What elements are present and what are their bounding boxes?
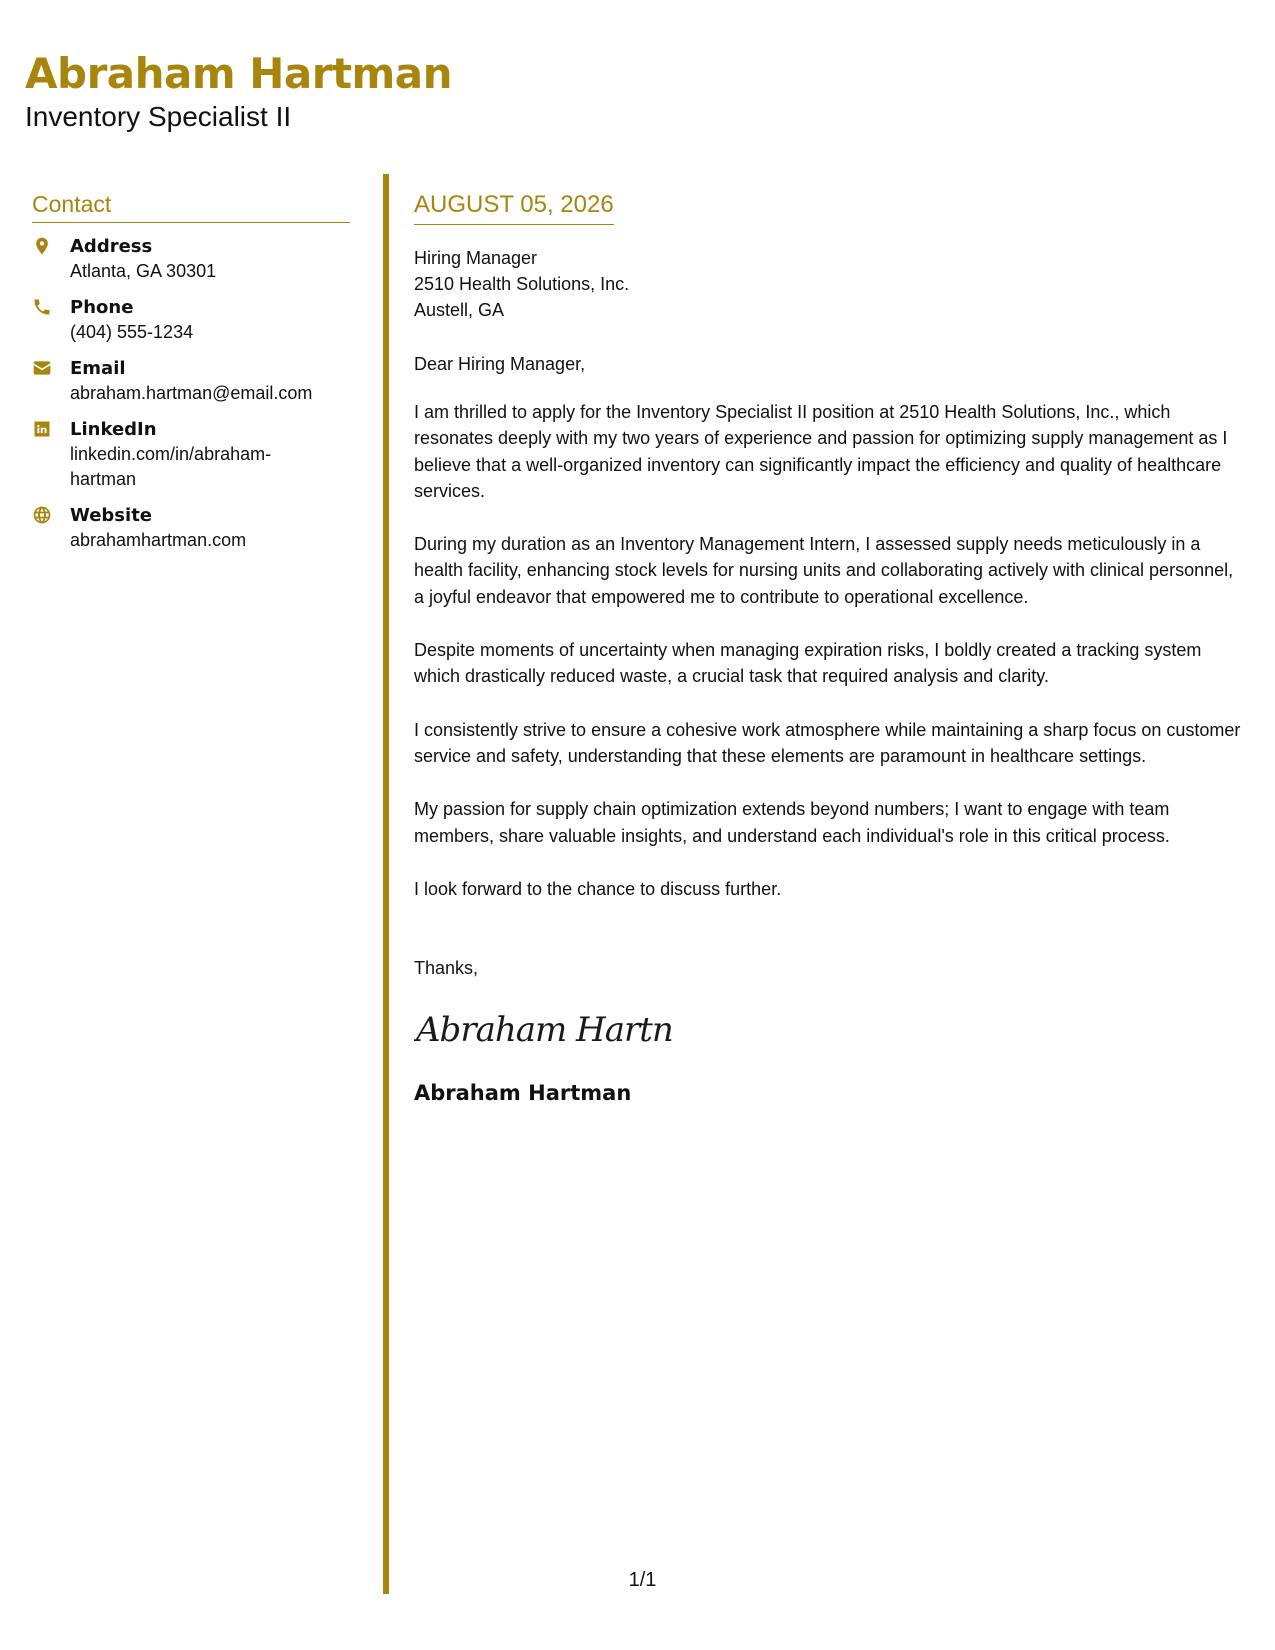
signature-text: Abraham Hartn — [416, 1010, 673, 1051]
letter-body — [414, 190, 1244, 1107]
vertical-divider — [383, 174, 389, 1594]
contact-item-linkedin — [32, 418, 350, 492]
paragraph: I am thrilled to apply for the Inventory Specialist II position at 2510 Health Solutions, Inc., which resonates deeply with my two years of experience and passion for optimizing supply management as I believe that a well-organized inventory can significantly impact the efficiency and quality of healthcare services. — [414, 402, 1228, 501]
linkedin-icon — [32, 419, 54, 441]
contact-label: Phone — [70, 297, 134, 318]
page-number-text: 1/1 — [628, 1569, 657, 1591]
closing: Thanks, — [414, 958, 479, 979]
recipient-line: Austell, GA — [414, 300, 505, 320]
paragraph: I consistently strive to ensure a cohesive work atmosphere while maintaining a sharp focus on customer service and safety, understanding that these elements are paramount in healthcare settings. — [414, 719, 1241, 766]
signature-image — [414, 1003, 1244, 1053]
recipient-line: 2510 Health Solutions, Inc. — [414, 274, 630, 294]
letter-date: AUGUST 05, 2026 — [414, 190, 614, 225]
contact-value: (404) 555-1234 — [70, 322, 194, 342]
recipient-block — [414, 245, 1244, 323]
salutation: Dear Hiring Manager, — [414, 354, 586, 374]
contact-value[interactable]: abraham.hartman@email.com — [70, 383, 313, 403]
contact-label: LinkedIn — [70, 419, 157, 440]
paragraph: Despite moments of uncertainty when managing expiration risks, I boldly created a tracking system which drastically reduced waste, a crucial task that required analysis and clarity. — [414, 640, 1202, 687]
map-pin-icon — [32, 236, 54, 258]
contact-value[interactable]: linkedin.com/in/abraham-hartman — [70, 444, 272, 489]
header — [25, 48, 452, 134]
contact-item-website — [32, 504, 350, 553]
contact-item-phone — [32, 296, 350, 345]
contact-item-email — [32, 357, 350, 406]
paragraph: My passion for supply chain optimization extends beyond numbers; I want to engage with team members, share valuable insights, and understand each individual's role in this critical process. — [414, 799, 1170, 846]
contact-label: Email — [70, 358, 126, 379]
page-number — [0, 1568, 1275, 1592]
contact-heading: Contact — [32, 190, 350, 223]
contact-value[interactable]: abrahamhartman.com — [70, 530, 247, 550]
contact-label: Address — [70, 236, 153, 257]
recipient-line: Hiring Manager — [414, 248, 538, 268]
phone-icon — [32, 297, 54, 319]
contact-label: Website — [70, 505, 153, 526]
globe-icon — [32, 505, 54, 527]
envelope-icon — [32, 358, 54, 380]
job-title: Inventory Specialist II — [25, 101, 292, 132]
applicant-name: Abraham Hartman — [25, 49, 453, 98]
contact-sidebar — [32, 190, 350, 565]
paragraph: I look forward to the chance to discuss further. — [414, 878, 782, 899]
contact-list — [32, 235, 350, 553]
contact-item-address — [32, 235, 350, 284]
paragraph: During my duration as an Inventory Management Intern, I assessed supply needs meticulously in a health facility, enhancing stock levels for nursing units and collaborating actively with clinical personnel, a joyful endeavor that empowered me to contribute to operational excellence. — [414, 534, 1234, 607]
contact-value: Atlanta, GA 30301 — [70, 261, 217, 281]
signed-name: Abraham Hartman — [414, 1081, 632, 1106]
